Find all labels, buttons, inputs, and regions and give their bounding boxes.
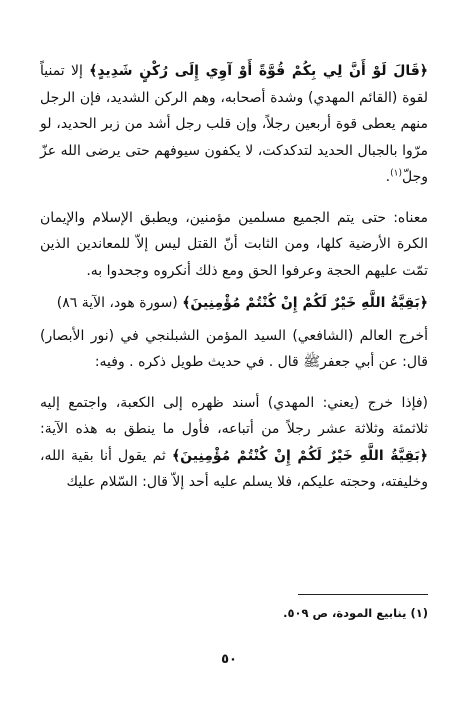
paragraph-text: إلا تمنياً لقوة (القائم المهدي) وشدة أصحابه، وهم الركن الشديد، فإن الرجل منهم يعطى قوة أربعين رجلاً، وإن قلب رجل أشد من زبر الحديد، لو مرّوا بالجبال الحديد لتدكدكت، لا يكفون سيوفهم حتى يرضى الله عزّ وجلّ — [40, 63, 428, 185]
footnote: (١) ينابيع المودة، ص ٥٠٩. — [283, 606, 428, 620]
paragraph-spacer — [40, 376, 428, 390]
footnote-divider — [298, 594, 428, 595]
verse-citation: (سورة هود، الآية ٨٦) — [56, 295, 183, 311]
paragraph-text: أخرج العالم (الشافعي) السيد المؤمن الشبلنجي في (نور الأبصار) قال: عن أبي جعفر — [40, 327, 428, 370]
footnote-marker: (١) — [390, 168, 402, 179]
paragraph-3 — [40, 290, 428, 317]
paragraph-5 — [40, 390, 428, 496]
paragraph-text: . — [385, 169, 391, 185]
quran-verse: ﴿بَقِيَّةُ اللَّهِ خَيْرٌ لَكُمْ إِنْ كُنْتُمْ مُؤْمِنِينَ﴾ — [182, 295, 428, 311]
paragraph-4 — [40, 323, 428, 376]
quran-verse: ﴿بَقِيَّةُ اللَّهِ خَيْرٌ لَكُمْ إِنْ كُنْتُمْ مُؤْمِنِينَ﴾ — [171, 447, 428, 464]
main-text — [40, 58, 428, 496]
paragraph-text: (فإذا خرج (يعني: المهدي) أسند ظهره إلى الكعبة، واجتمع إليه ثلاثمئة وثلاثة عشر رجلاً من أتباعه، فأول ما ينطق به هذه الآية: — [40, 394, 428, 437]
paragraph-2 — [40, 205, 428, 285]
paragraph-1 — [40, 58, 428, 191]
paragraph-spacer — [40, 191, 428, 205]
honorific-glyph: ﷺ — [303, 354, 321, 370]
paragraph-text: قال . في حديث طويل ذكره . وفيه: — [94, 354, 304, 370]
paragraph-text: ثم يقول أنا بقية الله، وخليفته، وحجته عليكم، فلا يسلم عليه أحد إلاّ قال: السّلام عليك — [40, 447, 428, 490]
page-number: ٥٠ — [221, 652, 237, 667]
quran-verse: ﴿قَالَ لَوْ أَنَّ لِي بِكُمْ قُوَّةً أَوْ آوِي إِلَى رُكْنٍ شَدِيدٍ﴾ — [89, 63, 428, 79]
paragraph-text: معناه: حتى يتم الجميع مسلمين مؤمنين، ويطبق الإسلام والإيمان الكرة الأرضية كلها، ومن الثابت أنّ القتل ليس إلاّ للمعاندين الذين تمّت عليهم الحجة وعرفوا الحق ومع ذلك أنكروه وجحدوا به. — [40, 209, 428, 279]
